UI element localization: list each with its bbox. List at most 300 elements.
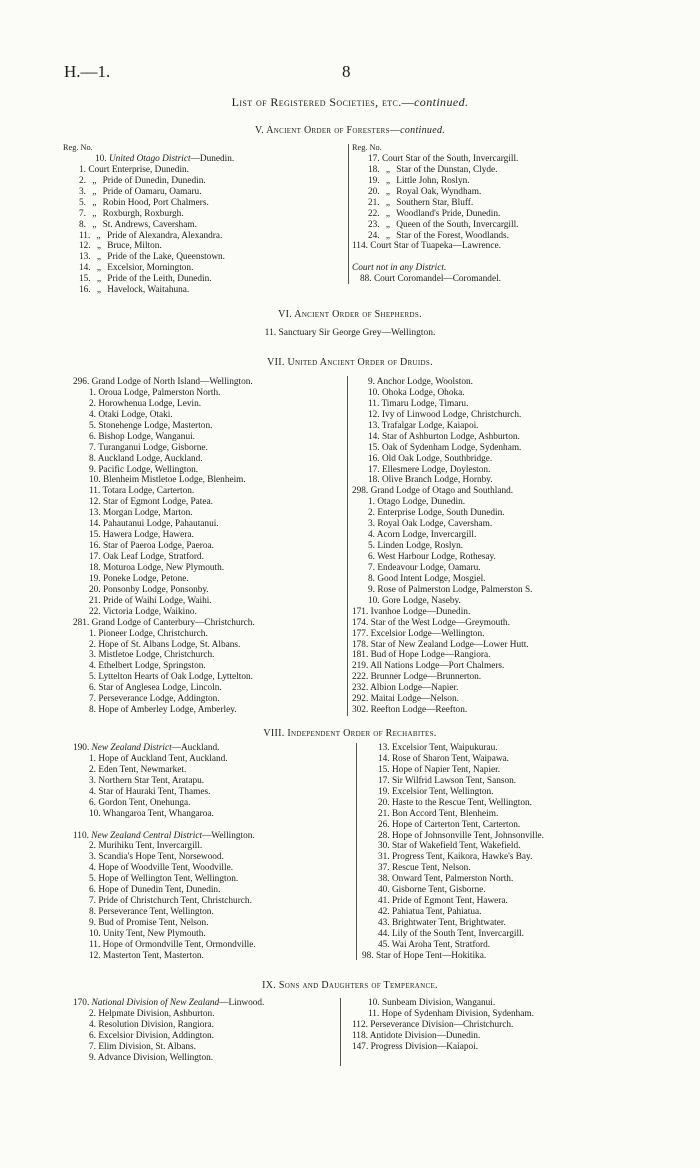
temperance-divider: [340, 998, 341, 1066]
entry-text: Good Intent Lodge, Mosgiel.: [377, 573, 486, 584]
entry-text: Ethelbert Lodge, Springston.: [98, 661, 206, 672]
ditto-mark: „: [385, 197, 391, 208]
list-item: [63, 220, 234, 231]
reg-number: 114.: [352, 241, 368, 252]
list-item: [73, 1009, 264, 1020]
reg-number: 170.: [73, 998, 90, 1008]
list-item: [362, 809, 544, 820]
list-item: [73, 998, 264, 1009]
reg-number: 30.: [378, 841, 390, 852]
list-item: [73, 1042, 264, 1053]
rechabites-title: VIII. Independent Order of Rechabites.: [263, 728, 437, 739]
list-item: [63, 285, 234, 296]
entry-text: Anchor Lodge, Woolston.: [376, 377, 473, 387]
druids-right: [352, 377, 533, 716]
list-item: [352, 1009, 534, 1020]
entry-text: Bud of Hope Lodge—Rangiora.: [370, 650, 491, 661]
reg-number: 16.: [368, 453, 380, 464]
ditto-mark: „: [92, 186, 97, 197]
list-item: [73, 661, 255, 672]
list-item: [73, 896, 256, 907]
list-item: [73, 650, 255, 661]
list-item: [73, 508, 255, 519]
list-item: [73, 683, 255, 694]
reg-number: 12.: [368, 409, 380, 420]
list-item: [352, 672, 533, 683]
list-item: [352, 640, 533, 651]
reg-number: 292.: [352, 694, 369, 705]
list-item: [362, 765, 544, 776]
foresters-right: [352, 143, 518, 285]
reg-number: 18.: [368, 164, 380, 175]
list-item: [362, 831, 544, 842]
list-item: [352, 574, 533, 585]
reg-number: 44.: [378, 928, 390, 939]
list-item: [73, 1053, 264, 1064]
reg-number: 18.: [89, 562, 101, 573]
reg-number: 4.: [89, 863, 96, 874]
ditto-mark: „: [385, 175, 391, 186]
reg-number: 7.: [79, 208, 86, 219]
reg-number: 3.: [368, 519, 375, 530]
entry-text: Ivanhoe Lodge—Dunedin.: [370, 606, 471, 617]
list-item: [352, 231, 518, 242]
entry-text: Pride of Egmont Tent, Hawera.: [391, 896, 508, 907]
list-item: [352, 519, 533, 530]
ditto-mark: „: [92, 219, 97, 230]
list-item: [73, 776, 256, 787]
entry-text: Ohoka Lodge, Ohoka.: [381, 387, 465, 398]
reg-number: 17.: [378, 775, 390, 786]
reg-number: 17.: [368, 153, 380, 164]
entry-text: Poneke Lodge, Petone.: [102, 573, 189, 584]
entry-text: Progress Division—Kaiapoi.: [370, 1041, 479, 1052]
entry-text: All Nations Lodge—Port Chalmers.: [370, 661, 505, 672]
list-item: [352, 563, 533, 574]
list-item: [362, 754, 544, 765]
reg-number: 8.: [368, 573, 375, 584]
list-item: [73, 798, 256, 809]
list-item: [352, 377, 533, 388]
entry-text: Murihiku Tent, Invercargill.: [98, 841, 203, 852]
list-item: [352, 143, 518, 154]
reg-number: 7.: [368, 562, 375, 573]
entry-text: Little John, Roslyn.: [396, 175, 470, 186]
reg-number: 3.: [79, 186, 86, 197]
reg-number: 28.: [378, 830, 390, 841]
list-item: [362, 743, 544, 754]
entry-text: St. Andrews, Caversham.: [102, 219, 197, 230]
reg-number: 22.: [89, 606, 101, 617]
list-item: [73, 907, 256, 918]
reg-number: 10.: [89, 928, 101, 939]
reg-number: 2.: [89, 764, 96, 775]
reg-number: 19.: [368, 175, 380, 186]
list-item: [362, 951, 544, 962]
list-item: [362, 841, 544, 852]
list-item: [352, 596, 533, 607]
reg-number: 7.: [89, 442, 96, 453]
reg-number: 7.: [89, 694, 96, 705]
reg-number: 2.: [368, 508, 375, 519]
list-item: [352, 1042, 534, 1053]
temperance-left: [73, 998, 264, 1064]
district-name: New Zealand Central District: [91, 830, 203, 841]
entry-text: Lyttelton Hearts of Oak Lodge, Lyttelton.: [98, 672, 253, 683]
reg-number: 12.: [89, 497, 101, 508]
entry-text: Hope of Ormondville Tent, Ormondville.: [102, 939, 256, 950]
list-item: [73, 629, 255, 640]
list-item: [73, 852, 256, 863]
reg-number: 43.: [378, 918, 390, 928]
list-item: [352, 497, 533, 508]
entry-text: Woodland's Pride, Dunedin.: [396, 208, 501, 219]
entry-text: Excelsior, Mornington.: [107, 263, 194, 274]
list-item: [352, 475, 533, 486]
foresters-left: [63, 143, 234, 296]
entry-text: Otaki Lodge, Otaki.: [98, 409, 173, 420]
reg-number: 190.: [73, 743, 90, 753]
list-item: [73, 574, 255, 585]
list-item: [352, 618, 533, 629]
temperance-right: [352, 998, 534, 1053]
entry-text: Ponsonby Lodge, Ponsonby.: [102, 584, 209, 595]
list-item: [352, 241, 518, 252]
list-item: [73, 918, 256, 929]
entry-text: —Auckland.: [171, 743, 220, 753]
list-item: [73, 705, 255, 716]
reg-number: 13.: [368, 420, 380, 431]
entry-text: Acorn Lodge, Invercargill.: [376, 530, 477, 541]
entry-text: Hope of Amberley Lodge, Amberley.: [98, 705, 237, 716]
entry-text: Havelock, Waitahuna.: [107, 285, 190, 296]
reg-number: 6.: [89, 683, 96, 694]
ditto-mark: „: [96, 230, 101, 241]
reg-number: 10.: [368, 387, 380, 398]
list-item: [352, 176, 518, 187]
list-item: [352, 399, 533, 410]
reg-number: 15.: [378, 764, 390, 775]
list-item: [63, 198, 234, 209]
entry-text: Hope of Sydenham Division, Sydenham.: [381, 1008, 534, 1019]
list-item: [352, 410, 533, 421]
reg-number: 3.: [89, 775, 96, 786]
entry-text: Victoria Lodge, Waikino.: [102, 606, 197, 617]
entry-text: Perseverance Tent, Wellington.: [98, 907, 214, 918]
reg-number: 24.: [368, 230, 380, 241]
reg-number: 5.: [89, 874, 96, 885]
reg-number: 178.: [352, 639, 369, 650]
entry-text: Masterton Tent, Masterton.: [102, 950, 204, 961]
list-item: [73, 497, 255, 508]
list-item: [63, 231, 234, 242]
entry-text: Grand Lodge of North Island—Wellington.: [91, 377, 253, 387]
page-number: 8: [342, 62, 351, 81]
ditto-mark: „: [385, 208, 391, 219]
reg-number: 12.: [79, 241, 91, 252]
list-item: [73, 399, 255, 410]
reg-number: 296.: [73, 377, 90, 387]
druids-left: [73, 377, 255, 716]
reg-number: 232.: [352, 683, 369, 694]
reg-number: 9.: [89, 464, 96, 475]
reg-number: 2.: [89, 639, 96, 650]
reg-number: 20.: [368, 186, 380, 197]
entry-text: Old Oak Lodge, Southbridge.: [381, 453, 493, 464]
reg-number: 14.: [378, 753, 390, 764]
reg-number: 1.: [89, 387, 96, 398]
reg-number: 219.: [352, 661, 369, 672]
reg-number: 8.: [89, 453, 96, 464]
shepherds-entry: 11. Sanctuary Sir George Grey—Wellington.: [264, 328, 436, 338]
list-item: [73, 410, 255, 421]
reg-number: 6.: [89, 431, 96, 442]
entry-text: Pride of Oamaru, Oamaru.: [102, 186, 202, 197]
list-item: [352, 421, 533, 432]
list-item: [73, 929, 256, 940]
entry-text: Hope of Napier Tent, Napier.: [391, 764, 501, 775]
list-item: [73, 640, 255, 651]
foresters-divider: [348, 144, 349, 284]
reg-number: 1.: [89, 628, 96, 639]
list-item: [63, 274, 234, 285]
entry-text: Olive Branch Lodge, Hornby.: [381, 475, 493, 486]
entry-text: Star of the Dunstan, Clyde.: [396, 164, 498, 175]
list-item: [73, 863, 256, 874]
list-item: [73, 585, 255, 596]
entry-text: Oroua Lodge, Palmerston North.: [98, 387, 221, 398]
list-item: [352, 443, 533, 454]
reg-number: 9.: [368, 584, 375, 595]
list-item: [352, 187, 518, 198]
list-item: [73, 475, 255, 486]
ditto-mark: „: [96, 285, 102, 296]
reg-number: 2.: [89, 841, 96, 852]
entry-text: Maitai Lodge—Nelson.: [370, 694, 459, 705]
list-item: [73, 596, 255, 607]
entry-text: Pride of the Lake, Queenstown.: [107, 252, 226, 263]
reg-number: 6.: [89, 885, 96, 896]
list-item: [352, 552, 533, 563]
reg-number: 42.: [378, 907, 390, 918]
reg-number: 2.: [79, 175, 86, 186]
reg-number: 118.: [352, 1030, 368, 1041]
reg-number: 6.: [89, 1030, 96, 1041]
ditto-mark: „: [96, 274, 102, 285]
entry-text: Hope of Woodville Tent, Woodville.: [98, 863, 234, 874]
reg-number: 14.: [89, 519, 101, 530]
reg-number: 21.: [89, 595, 101, 606]
entry-text: Stonehenge Lodge, Masterton.: [98, 420, 213, 431]
ditto-mark: „: [96, 252, 102, 263]
list-item: [362, 776, 544, 787]
reg-number: 15.: [79, 274, 91, 285]
district-name: New Zealand District: [91, 743, 172, 753]
list-item: [362, 863, 544, 874]
list-item: [63, 263, 234, 274]
entry-text: West Harbour Lodge, Rothesay.: [377, 552, 496, 562]
list-item: [63, 252, 234, 263]
list-item: [352, 1020, 534, 1031]
list-item: [73, 765, 256, 776]
list-item: [352, 263, 518, 274]
reg-number: 4.: [368, 530, 375, 541]
reg-number: 4.: [89, 786, 96, 797]
entry-text: Helpmate Division, Ashburton.: [98, 1008, 215, 1019]
list-item: [73, 694, 255, 705]
entry-text: Court Star of Tuapeka—Lawrence.: [370, 241, 501, 252]
entry-text: Scandia's Hope Tent, Norsewood.: [98, 852, 224, 863]
ditto-mark: „: [92, 197, 97, 208]
entry-text: Pride of Alexandra, Alexandra.: [106, 230, 223, 241]
list-item: [73, 754, 256, 765]
reg-number: 18.: [368, 475, 380, 486]
reg-number: 11.: [89, 939, 101, 950]
list-item: [362, 918, 544, 929]
entry-text: Oak Leaf Lodge, Stratford.: [102, 552, 204, 562]
list-item: [352, 508, 533, 519]
entry-text: Star of Ashburton Lodge, Ashburton.: [381, 431, 520, 442]
entry-text: Excelsior Tent, Wellington.: [391, 786, 494, 797]
entry-text: Hawera Lodge, Hawera.: [102, 530, 194, 541]
reg-number: 21.: [378, 808, 390, 819]
entry-text: Enterprise Lodge, South Dunedin.: [377, 508, 505, 519]
entry-text: Antidote Division—Dunedin.: [369, 1030, 481, 1041]
reg-number: 4.: [89, 661, 96, 672]
reg-number: 19.: [89, 573, 101, 584]
ditto-mark: „: [96, 241, 102, 252]
reg-number: 10.: [368, 595, 380, 606]
entry-text: Perseverance Lodge, Addington.: [98, 694, 220, 705]
list-item: [73, 432, 255, 443]
entry-text: Endeavour Lodge, Oamaru.: [377, 562, 481, 573]
list-item: [73, 563, 255, 574]
reg-number: 13.: [378, 743, 390, 753]
entry-text: Court Coromandel—Coromandel.: [373, 274, 501, 285]
entry-text: Star of Egmont Lodge, Patea.: [102, 497, 213, 508]
list-item: [362, 896, 544, 907]
entry-text: Turanganui Lodge, Gisborne.: [98, 442, 208, 453]
list-item: [73, 1031, 264, 1042]
reg-number: 19.: [378, 786, 390, 797]
ditto-mark: „: [385, 164, 391, 175]
reg-number: 9.: [368, 377, 375, 387]
ditto-mark: „: [385, 230, 391, 241]
reg-number: 10.: [89, 475, 101, 486]
reg-number: 112.: [352, 1019, 368, 1030]
list-item: [352, 705, 533, 716]
entry-text: Star of Hauraki Tent, Thames.: [98, 786, 211, 797]
list-item: [352, 454, 533, 465]
ditto-mark: „: [96, 263, 102, 274]
reg-number: 7.: [89, 1041, 96, 1052]
entry-text: Hope of Dunedin Tent, Dunedin.: [98, 885, 221, 896]
list-item: [362, 820, 544, 831]
reg-number: 20.: [378, 797, 390, 808]
reg-number: 298.: [352, 486, 369, 497]
entry-text: Excelsior Lodge—Wellington.: [370, 628, 485, 639]
list-item: [73, 607, 255, 618]
list-item: [352, 465, 533, 476]
entry-text: Robin Hood, Port Chalmers.: [102, 197, 209, 208]
entry-text: Star of Wakefield Tent, Wakefield.: [391, 841, 521, 852]
reg-number: 14.: [79, 263, 91, 274]
entry-text: Hope of St. Albans Lodge, St. Albans.: [98, 639, 241, 650]
entry-text: Excelsior Tent, Waipukurau.: [391, 743, 498, 753]
reg-number: 11.: [79, 230, 91, 241]
foresters-title: V. Ancient Order of Foresters—continued.: [254, 125, 446, 136]
entry-text: Whangaroa Tent, Whangaroa.: [102, 808, 214, 819]
list-item: [63, 187, 234, 198]
list-item: [362, 885, 544, 896]
reg-number: 22.: [368, 208, 380, 219]
entry-text: Hope of Johnsonville Tent, Johnsonville.: [391, 830, 545, 841]
list-item: [352, 220, 518, 231]
list-item: [362, 852, 544, 863]
list-item: [73, 940, 256, 951]
entry-text: Court Enterprise, Dunedin.: [88, 164, 190, 175]
reg-number: 3.: [89, 852, 96, 863]
entry-text: Bud of Promise Tent, Nelson.: [98, 918, 209, 928]
list-item: [352, 209, 518, 220]
reg-number: 4.: [89, 1019, 96, 1030]
district-name: United Otago District: [108, 153, 191, 164]
list-item: [73, 530, 255, 541]
temperance-title: IX. Sons and Daughters of Temperance.: [262, 980, 438, 991]
list-item: [63, 154, 234, 165]
list-item: [73, 541, 255, 552]
list-item: [352, 252, 518, 263]
entry-text: Eden Tent, Newmarket.: [98, 764, 187, 775]
reg-number: 10.: [95, 153, 107, 164]
entry-text: Pride of Dunedin, Dunedin.: [102, 175, 206, 186]
reg-number: 40.: [378, 885, 390, 896]
reg-number: 38.: [378, 874, 390, 885]
reg-number: 20.: [89, 584, 101, 595]
reg-number: 10.: [89, 808, 101, 819]
reg-number: 9.: [89, 1052, 96, 1063]
list-item: [352, 486, 533, 497]
list-item: [352, 165, 518, 176]
list-item: [362, 940, 544, 951]
list-item: [73, 421, 255, 432]
reg-number: 1.: [368, 497, 375, 508]
entry-text: Pahiatua Tent, Pahiatua.: [391, 907, 482, 918]
reg-number: 13.: [79, 252, 91, 263]
district-name: National Division of New Zealand: [91, 998, 220, 1008]
entry-text: Linden Lodge, Roslyn.: [377, 541, 464, 552]
entry-text: Bon Accord Tent, Blenheim.: [391, 808, 499, 819]
list-item: [73, 874, 256, 885]
page-id: H.—1.: [64, 62, 111, 81]
reg-number: 21.: [368, 197, 380, 208]
entry-text: Progress Tent, Kaikora, Hawke's Bay.: [391, 852, 533, 863]
entry-text: Mistletoe Lodge, Christchurch.: [98, 650, 215, 661]
entry-text: Pride of Christchurch Tent, Christchurch.: [98, 896, 252, 907]
list-item: [73, 486, 255, 497]
list-item: [352, 541, 533, 552]
reg-number: 5.: [368, 541, 375, 552]
list-item: [73, 519, 255, 530]
list-item: [352, 154, 518, 165]
entry-text: Star of the Forest, Woodlands.: [396, 230, 509, 241]
entry-text: Albion Lodge—Napier.: [370, 683, 459, 694]
reg-number: 8.: [79, 219, 86, 230]
entry-text: Onward Tent, Palmerston North.: [391, 874, 514, 885]
reg-number: 45.: [378, 939, 390, 950]
entry-text: Star of New Zealand Lodge—Lower Hutt.: [370, 639, 529, 650]
reg-number: 26.: [378, 819, 390, 830]
